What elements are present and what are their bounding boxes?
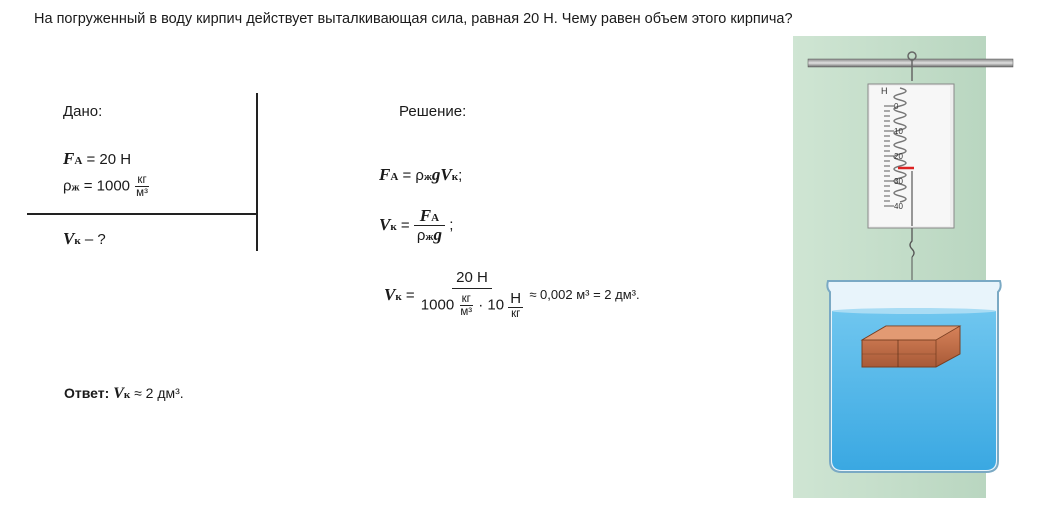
- f2-den-g: g: [433, 224, 442, 244]
- f3-den-kg2: кг: [511, 307, 521, 320]
- find-text: – ?: [84, 231, 106, 248]
- f1-g: g: [431, 165, 441, 184]
- f1-v-sub: к: [451, 171, 459, 183]
- formula-volume: [379, 207, 453, 244]
- given-divider: [27, 213, 257, 215]
- find-symbol: V: [63, 229, 75, 248]
- find-line: [63, 229, 106, 249]
- tick-20: 20: [894, 152, 903, 161]
- tick-40: 40: [894, 202, 903, 211]
- given-force: [63, 149, 131, 169]
- f1-end: ;: [458, 167, 463, 184]
- f3-den-n: Н: [510, 289, 522, 307]
- answer-label: Ответ:: [64, 385, 110, 401]
- given-heading: Дано:: [63, 103, 103, 120]
- solution-heading: Решение:: [399, 103, 467, 120]
- density-unit: [134, 174, 150, 199]
- force-sub: A: [74, 155, 83, 167]
- f3-eq: =: [405, 286, 415, 304]
- tick-30: 30: [894, 177, 903, 186]
- f2-num-sub: A: [431, 212, 440, 224]
- f3-den-b: · 10: [478, 296, 505, 314]
- f2-num: F: [419, 206, 432, 225]
- formula-archimedes: [379, 165, 462, 185]
- f3-lhs: V: [384, 284, 396, 304]
- f2-eq: =: [400, 217, 410, 235]
- answer-line: [64, 385, 184, 403]
- f1-lhs: F: [379, 165, 391, 184]
- f2-den-rho: ρ: [416, 226, 426, 244]
- f3-result: ≈ 0,002 м³ = 2 дм³.: [529, 286, 640, 302]
- tick-10: 10: [894, 127, 903, 136]
- force-value: = 20 Н: [86, 151, 132, 168]
- f2-fraction: [414, 207, 445, 244]
- f2-den-sub: ж: [425, 230, 434, 243]
- f1-v: V: [440, 165, 452, 184]
- f1-eq: = ρ: [402, 167, 424, 184]
- f3-den-kg: кг: [461, 292, 471, 305]
- f2-lhs-sub: к: [390, 221, 397, 234]
- f3-lhs-sub: к: [395, 290, 402, 303]
- answer-v: V: [113, 385, 124, 402]
- formula-calculation: [384, 270, 640, 320]
- beaker-illustration: [790, 36, 1020, 498]
- rho-symbol: ρ: [63, 177, 72, 195]
- rho-value: = 1000: [83, 177, 130, 195]
- scale-unit: Н: [881, 86, 888, 96]
- f2-lhs: V: [379, 215, 391, 235]
- problem-statement: На погруженный в воду кирпич действует выталкивающая сила, равная 20 Н. Чему равен объем этого кирпича?: [34, 11, 793, 27]
- f3-den-m3: м³: [460, 305, 473, 318]
- find-sub: к: [74, 235, 81, 247]
- tick-0: 0: [894, 102, 899, 111]
- f1-rho-sub: ж: [423, 171, 432, 183]
- f1-lhs-sub: A: [390, 171, 399, 183]
- answer-v-sub: к: [123, 389, 131, 401]
- given-density: [63, 174, 150, 199]
- given-separator: [256, 93, 258, 251]
- answer-value: ≈ 2 дм³.: [134, 385, 184, 401]
- f2-end: ;: [449, 216, 454, 234]
- f3-num: 20 Н: [452, 270, 492, 289]
- unit-den: м³: [136, 187, 148, 200]
- f3-den-a: 1000: [420, 296, 455, 314]
- f3-fraction: [419, 270, 525, 320]
- rho-sub: ж: [71, 181, 80, 194]
- force-symbol: F: [63, 149, 75, 168]
- unit-num: кг: [137, 174, 147, 186]
